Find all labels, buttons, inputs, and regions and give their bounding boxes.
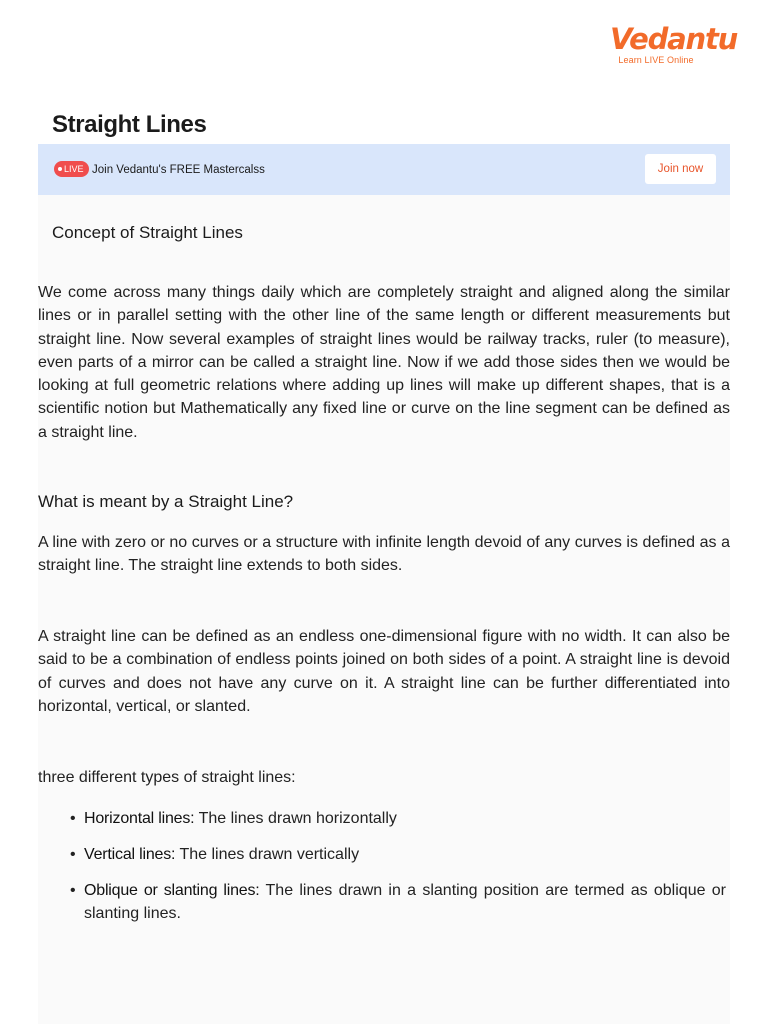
list-item [70,843,726,866]
live-badge-label: LIVE [64,164,84,174]
type-description: The lines drawn in a slanting position are termed as oblique or slanting lines. [84,881,727,922]
type-term: Vertical lines: [84,845,176,863]
banner-text: Join Vedantu's FREE Mastercalss [92,164,265,176]
what-is-straight-line-heading: What is meant by a Straight Line? [38,492,294,511]
page-title: Straight Lines [52,111,207,138]
list-item [70,807,726,830]
article-body [38,195,730,1024]
concept-paragraph: We come across many things daily which are completely straight and aligned along the similar lines or in parallel setting with the other line of the same length or different measurements but straight line. Now several examples of straight lines would be railway tracks, ruler (to measure), even parts of a mirror can be called a straight line. Now if we add those sides then we would be looking at full geometric relations where adding up lines will make up different shapes, that is a scientific notion but Mathematically any fixed line or curve on the line segment can be defined as a straight line. [38,284,730,441]
bullet-icon: • [70,845,76,863]
vedantu-logo[interactable] [610,22,738,65]
logo-wordmark: Vedantu [610,22,738,56]
bullet-icon: • [70,810,76,827]
type-term: Horizontal lines: [84,810,195,827]
types-intro: three different types of straight lines: [38,769,296,786]
masterclass-banner [38,144,730,195]
join-now-button[interactable]: Join now [645,154,716,184]
definition-paragraph: A line with zero or no curves or a structure with infinite length devoid of any curves is defined as a straight line. The straight line extends to both sides. [38,534,730,575]
logo-tagline: Learn LIVE Online [618,55,694,65]
bullet-icon: • [70,881,76,899]
live-dot-icon [58,167,62,171]
type-description: The lines drawn vertically [175,845,360,863]
type-description: The lines drawn horizontally [194,810,397,827]
description-paragraph: A straight line can be defined as an endless one-dimensional figure with no width. It can also be said to be a combination of endless points joined on both sides of a point. A straight line is devoid of curves and does not have any curve on it. A straight line can be further differentiated into horizontal, vertical, or slanted. [38,628,730,715]
list-item [70,879,726,926]
type-term: Oblique or slanting lines: [84,881,260,899]
concept-heading: Concept of Straight Lines [52,223,243,242]
live-badge [54,161,89,177]
types-list [70,807,726,938]
